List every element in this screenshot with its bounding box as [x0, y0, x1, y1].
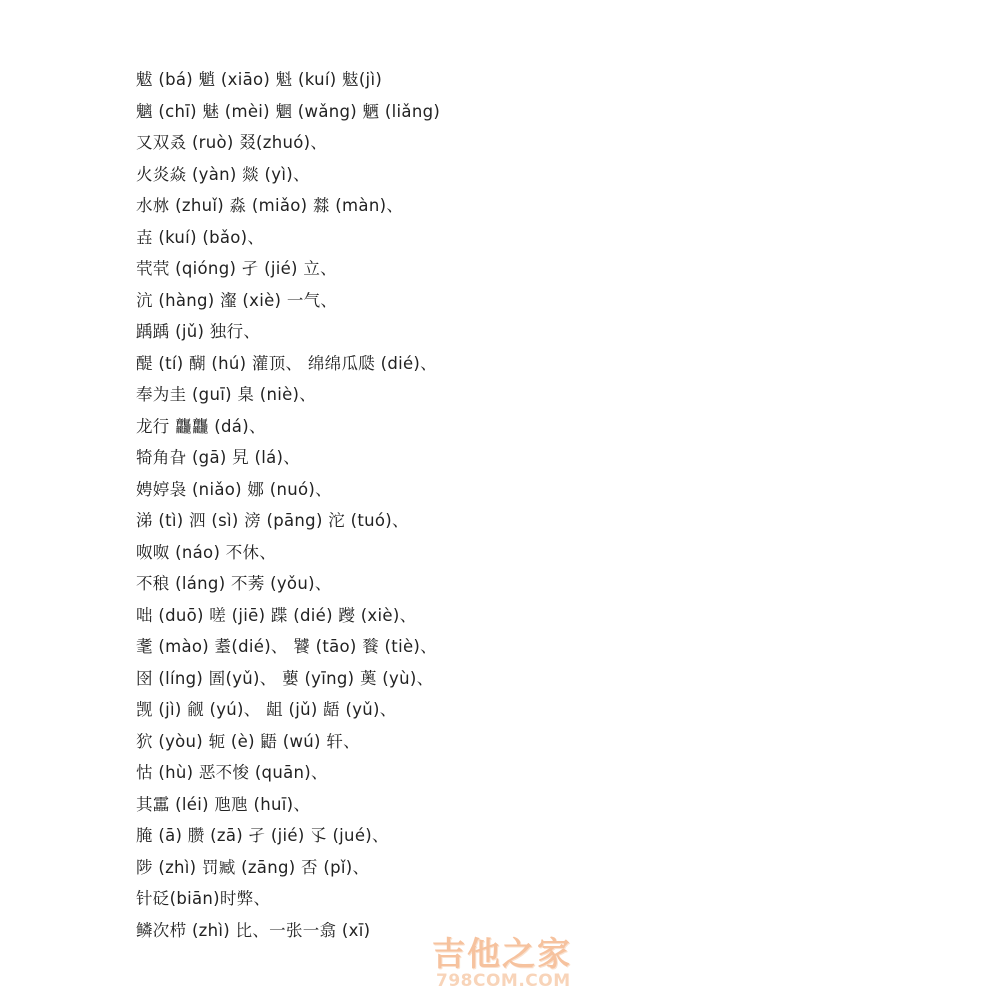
text-line: 腌 (ā) 臜 (zā) 孑 (jié) 孓 (jué)、 [136, 826, 389, 845]
text-line: 陟 (zhì) 罚臧 (zāng) 否 (pǐ)、 [136, 857, 370, 877]
text-line: 龙行 龘龘 (dá)、 [136, 416, 266, 436]
text-line: 又双叒 (ruò) 叕(zhuó)、 [136, 133, 328, 152]
text-line: 醍 (tí) 醐 (hú) 灌顶、 绵绵瓜瓞 (dié)、 [136, 353, 437, 373]
text-line: 茕茕 (qióng) 孑 (jié) 立、 [136, 259, 337, 278]
text-line: 呶呶 (náo) 不休、 [136, 542, 277, 562]
text-line: 不稂 (láng) 不莠 (yǒu)、 [136, 574, 332, 593]
text-line: 沆 (hàng) 瀣 (xiè) 一气、 [136, 290, 338, 310]
text-line: 针砭(biān)时弊、 [136, 889, 271, 908]
text-line: 鳞次栉 (zhì) 比、一张一翕 (xī) [136, 920, 371, 940]
text-line: 囹 (líng) 圄(yǔ)、 蘡 (yīng) 薁 (yù)、 [136, 668, 434, 688]
text-line: 涕 (tì) 泗 (sì) 滂 (pāng) 沱 (tuó)、 [136, 511, 409, 530]
text-line: 狖 (yòu) 轭 (è) 鼯 (wú) 轩、 [136, 731, 360, 751]
pinyin-list [136, 64, 756, 946]
text-line: 其靁 (léi) 虺虺 (huī)、 [136, 794, 311, 814]
text-line: 火炎焱 (yàn) 燚 (yì)、 [136, 164, 310, 184]
text-line: 娉婷袅 (niǎo) 娜 (nuó)、 [136, 479, 332, 499]
text-line: 犄角旮 (gā) 旯 (lá)、 [136, 448, 301, 467]
text-line: 奉为圭 (guī) 臬 (niè)、 [136, 385, 317, 404]
text-line: 耄 (mào) 耋(dié)、 饕 (tāo) 餮 (tiè)、 [136, 637, 437, 656]
watermark-url: 798COM.COM [436, 971, 571, 991]
text-line: 觊 (jì) 觎 (yú)、 龃 (jǔ) 龉 (yǔ)、 [136, 700, 397, 719]
text-line: 水沝 (zhuǐ) 淼 (miǎo) 㵘 (màn)、 [136, 196, 404, 215]
text-line: 踽踽 (jǔ) 独行、 [136, 322, 261, 341]
text-line: 魑 (chī) 魅 (mèi) 魍 (wǎng) 魉 (liǎng) [136, 101, 441, 121]
text-line: 咄 (duō) 嗟 (jiē) 蹀 (dié) 躞 (xiè)、 [136, 605, 417, 625]
site-watermark [432, 928, 582, 994]
text-line: 魃 (bá) 魈 (xiāo) 魁 (kuí) 鬾(jì) [136, 70, 383, 89]
text-line: 壵 (kuí) (bǎo)、 [136, 227, 265, 247]
watermark-title: 吉他之家 [432, 934, 572, 973]
text-line: 怙 (hù) 恶不悛 (quān)、 [136, 763, 328, 782]
